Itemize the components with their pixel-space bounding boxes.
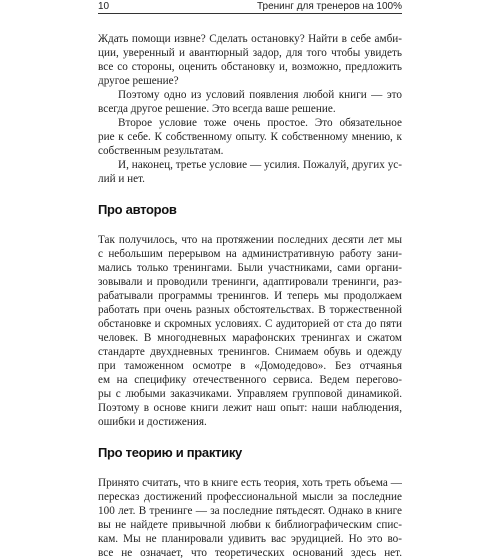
text-line: собственным результатам.: [98, 145, 224, 157]
text-line: ры с любыми заказчиками. Управляем групповой динамикой.: [98, 388, 402, 400]
running-header: [98, 0, 402, 14]
text-line: ошибки и достижения.: [98, 416, 207, 428]
text-line: другое решение?: [98, 75, 179, 87]
text-line: ем на специфику отечественного сервиса. Ведем перегово-: [98, 374, 402, 386]
text-line: Поэтому одно из условий появления любой книги — это: [118, 89, 402, 101]
theory-practice-paragraph: [98, 476, 402, 560]
text-line: ции, уверенный и авантюрный задор, для того чтобы увидеть: [98, 47, 402, 59]
text-line: с небольшим перерывом на административную работу зани-: [98, 248, 402, 260]
text-line: кам. Мы не планировали удивить вас эрудицией. Но это во-: [98, 533, 402, 545]
text-line: Поэтому в основе книги лежит наш опыт: наши наблюдения,: [98, 402, 402, 414]
text-line: Принято считать, что в книге есть теория, хоть треть объема —: [98, 477, 402, 489]
text-line: 100 лет. В тренинге — за последние пятьдесят. Однако в книге: [98, 505, 402, 517]
heading-theory-and-practice: Про теорию и практику: [98, 445, 242, 460]
body-text: [98, 32, 402, 560]
text-line: рабатывали программы тренингов. И теперь мы продолжаем: [98, 290, 402, 302]
text-line: пересказ достижений профессиональной мысли за последние: [98, 491, 402, 503]
text-line: Второе условие тоже очень простое. Это обязательное: [118, 117, 402, 129]
text-line: мались только тренингами. Были участниками, сами органи-: [98, 262, 402, 274]
text-line: при таможенном осмотре в «Домодедово». Без отчаянья: [98, 360, 402, 372]
text-line: И, наконец, третье условие — усилия. Пожалуй, других ус-: [118, 159, 402, 171]
text-line: Так получилось, что на протяжении последних десяти лет мы: [98, 234, 402, 246]
book-title: Тренинг для тренеров на 100%: [256, 1, 402, 12]
heading-about-authors: Про авторов: [98, 202, 177, 217]
text-line: стандарте двухдневных тренингов. Снимаем обувь и одежду: [98, 346, 402, 358]
text-line: человек. В многодневных марафонских тренингах и сжатом: [98, 332, 402, 344]
text-line: вы не найдете привычной любви к библиографическим спис-: [98, 519, 402, 531]
text-line: лий и нет.: [98, 173, 145, 185]
page-number: 10: [98, 1, 110, 12]
text-line: Ждать помощи извне? Сделать остановку? Найти в себе амби-: [98, 33, 402, 45]
text-line: зовывали и проводили тренинги, адаптировали тренинги, раз-: [98, 276, 402, 288]
text-line: все не означает, что теоретических оснований здесь нет.: [98, 547, 402, 559]
text-line: рие к себе. К собственному опыту. К собственному мнению, к: [98, 131, 402, 143]
intro-paragraphs: [98, 32, 402, 186]
text-line: всегда другое решение. Это всегда ваше решение.: [98, 103, 336, 115]
text-line: обстановке и скромных условиях. С аудиторией от ста до пяти: [98, 318, 402, 330]
about-authors-paragraph: [98, 233, 402, 429]
text-line: все со стороны, оценить обстановку и, возможно, предложить: [98, 61, 402, 73]
text-line: работать при очень разных обстоятельствах. В торжественной: [98, 304, 402, 316]
